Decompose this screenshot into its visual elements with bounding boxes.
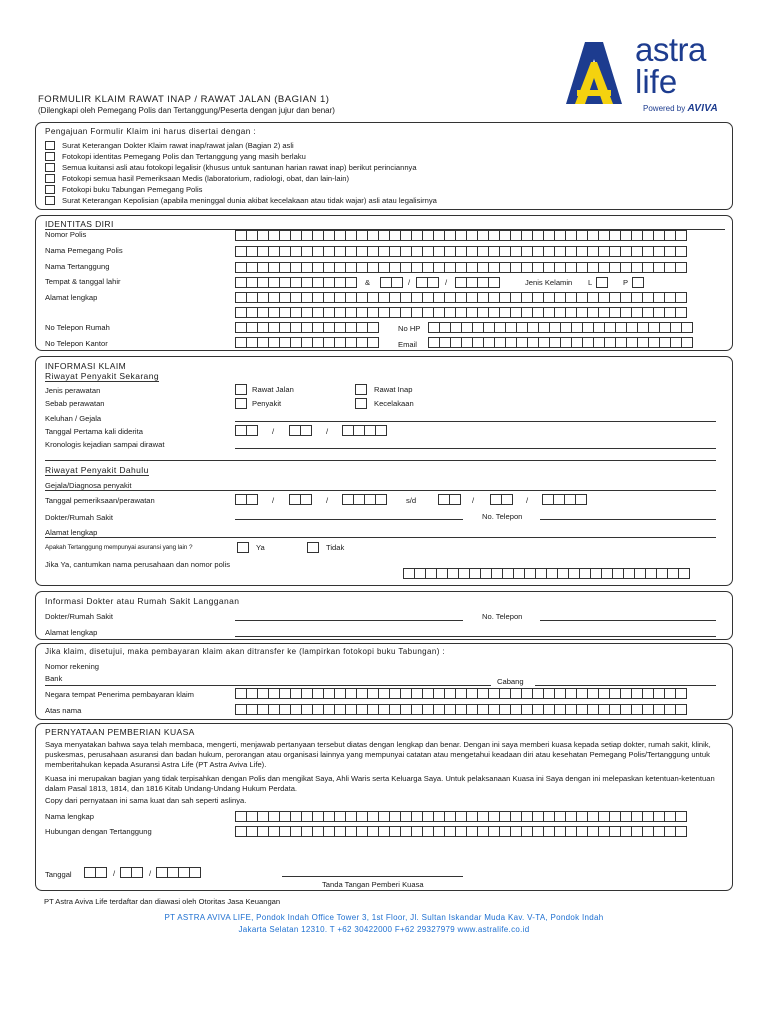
powered-by: Powered by AVIVA xyxy=(643,103,719,114)
first-date-slash-2: / xyxy=(326,427,329,436)
country-input[interactable] xyxy=(235,688,686,699)
input-cell[interactable] xyxy=(675,230,687,241)
input-cell[interactable] xyxy=(235,398,247,409)
input-cell[interactable] xyxy=(189,867,201,878)
input-cell[interactable] xyxy=(427,277,439,288)
relation-label: Hubungan dengan Tertanggung xyxy=(45,827,152,836)
chronology-line-1[interactable] xyxy=(235,448,716,449)
past-doctor-label: Dokter/Rumah Sakit xyxy=(45,513,113,522)
exam-slash-2: / xyxy=(326,496,329,505)
input-cell[interactable] xyxy=(675,826,687,837)
sign-date-day[interactable] xyxy=(84,867,106,878)
requirement-checkbox-1[interactable] xyxy=(45,141,55,150)
symptoms-label: Gejala/Diagnosa penyakit xyxy=(45,481,132,490)
past-address-label: Alamat lengkap xyxy=(45,528,98,537)
identity-title: IDENTITAS DIRI xyxy=(45,219,114,229)
sign-date-slash-1: / xyxy=(113,869,116,878)
first-date-day[interactable] xyxy=(235,425,257,436)
past-history-title: Riwayat Penyakit Dahulu xyxy=(45,465,149,475)
account-name-input[interactable] xyxy=(235,704,686,715)
authorization-title: PERNYATAAN PEMBERIAN KUASA xyxy=(45,727,195,737)
input-cell[interactable] xyxy=(675,704,687,715)
birth-label: Tempat & tanggal lahir xyxy=(45,277,121,286)
birth-day-input[interactable] xyxy=(380,277,402,288)
email-label: Email xyxy=(398,340,417,349)
relation-input[interactable] xyxy=(235,826,686,837)
exam-date-label: Tanggal pemeriksaan/perawatan xyxy=(45,496,155,505)
symptoms-line[interactable] xyxy=(45,490,716,491)
requirement-item-1: Surat Keterangan Dokter Klaim rawat inap/rawat jalan (Bagian 2) asli xyxy=(62,141,294,150)
requirement-checkbox-5[interactable] xyxy=(45,185,55,194)
input-cell[interactable] xyxy=(675,262,687,273)
accident-label: Kecelakaan xyxy=(374,399,414,408)
complaint-label: Keluhan / Gejala xyxy=(45,414,102,423)
input-cell[interactable] xyxy=(681,337,693,348)
home-phone-label: No Telepon Rumah xyxy=(45,323,110,332)
requirement-checkbox-2[interactable] xyxy=(45,152,55,161)
birth-place-input[interactable] xyxy=(235,277,356,288)
requirement-item-4: Fotokopi semua hasil Pemeriksaan Medis (laboratorium, radiologi, obat, dan lain-lain) xyxy=(62,174,350,183)
first-date-year[interactable] xyxy=(342,425,386,436)
policy-holder-input[interactable] xyxy=(235,246,686,257)
input-cell[interactable] xyxy=(501,494,513,505)
exam-until-label: s/d xyxy=(406,496,417,505)
requirements-title: Pengajuan Formulir Klaim ini harus disertai dengan : xyxy=(45,127,257,136)
sign-date-year[interactable] xyxy=(156,867,200,878)
authorization-paragraph-1: Saya menyatakan bahwa saya telah membaca, mengerti, menjawab pertanyaan tersebut diatas dengan lengkap dan benar. Dengan ini saya memberi kuasa kepada setiap dokter, rumah sakit, klinik, puskesmas, perusahaan asuransi dan badan hukum, perorangan atau organisasi lainnya yang mempunyai catatan atau mengetahui keadaan diri atau kesehatan Pemegang Polis/Tertanggung untuk memberitahukan kepada Asuransi Astra Life (PT Astra Aviva Life). xyxy=(45,740,711,769)
requirement-checkbox-4[interactable] xyxy=(45,174,55,183)
signature-label: Tanda Tangan Pemberi Kuasa xyxy=(322,880,424,889)
mobile-input[interactable] xyxy=(428,322,692,333)
office-phone-input[interactable] xyxy=(235,337,378,348)
input-cell[interactable] xyxy=(675,688,687,699)
care-type-label: Jenis perawatan xyxy=(45,386,101,395)
input-cell[interactable] xyxy=(488,277,500,288)
input-cell[interactable] xyxy=(355,384,367,395)
exam-from-day[interactable] xyxy=(235,494,257,505)
inpatient-checkbox[interactable] xyxy=(355,384,366,395)
input-cell[interactable] xyxy=(235,384,247,395)
input-cell[interactable] xyxy=(391,277,403,288)
address-input-2[interactable] xyxy=(235,307,686,318)
input-cell[interactable] xyxy=(300,425,312,436)
birth-amp: & xyxy=(365,278,371,287)
astra-logo-mark-icon xyxy=(563,38,625,106)
input-cell[interactable] xyxy=(246,425,258,436)
mobile-label: No HP xyxy=(398,324,421,333)
input-cell[interactable] xyxy=(367,322,379,333)
sign-date-label: Tanggal xyxy=(45,870,72,879)
insured-name-label: Nama Tertanggung xyxy=(45,262,110,271)
address-input-1[interactable] xyxy=(235,292,686,303)
outpatient-label: Rawat Jalan xyxy=(252,385,294,394)
other-insurance-input[interactable] xyxy=(403,568,689,579)
gender-label: Jenis Kelamin xyxy=(525,278,573,287)
branch-label: Cabang xyxy=(497,677,524,686)
input-cell[interactable] xyxy=(375,425,387,436)
birth-year-input[interactable] xyxy=(455,277,499,288)
logo-astra-text: astra xyxy=(635,31,706,68)
input-cell[interactable] xyxy=(632,277,644,288)
exam-slash-1: / xyxy=(272,496,275,505)
if-yes-label: Jika Ya, cantumkan nama perusahaan dan nomor polis xyxy=(45,560,231,569)
past-phone-label: No. Telepon xyxy=(482,512,523,521)
other-insurance-label: Apakah Tertanggung mempunyai asuransi yang lain ? xyxy=(45,544,193,551)
home-phone-input[interactable] xyxy=(235,322,378,333)
requirement-checkbox-3[interactable] xyxy=(45,163,55,172)
accident-checkbox[interactable] xyxy=(355,398,366,409)
regular-doctor-label: Dokter/Rumah Sakit xyxy=(45,612,113,621)
requirement-item-2: Fotokopi identitas Pemegang Polis dan Tertanggung yang masih berlaku xyxy=(62,152,306,161)
input-cell[interactable] xyxy=(681,322,693,333)
input-cell[interactable] xyxy=(237,542,249,553)
policy-number-input[interactable] xyxy=(235,230,686,241)
complaint-line[interactable] xyxy=(235,421,716,422)
regular-doctor-line[interactable] xyxy=(235,620,463,621)
birth-month-input[interactable] xyxy=(416,277,438,288)
bank-line[interactable] xyxy=(45,685,491,686)
birth-slash-1: / xyxy=(408,278,411,287)
past-address-line[interactable] xyxy=(45,537,716,538)
aviva-text: AVIVA xyxy=(687,103,719,114)
country-label: Negara tempat Penerima pembayaran klaim xyxy=(45,690,194,699)
first-date-label: Tanggal Pertama kali diderita xyxy=(45,427,143,436)
input-cell[interactable] xyxy=(449,494,461,505)
email-input[interactable] xyxy=(428,337,692,348)
past-phone-line[interactable] xyxy=(540,519,716,520)
exam-slash-4: / xyxy=(526,496,529,505)
exam-from-year[interactable] xyxy=(342,494,386,505)
input-cell[interactable] xyxy=(307,542,319,553)
gender-l-label: L xyxy=(588,278,593,287)
company-address-2: Jakarta Selatan 12310. T +62 30422000 F+62 29327979 www.astralife.co.id xyxy=(238,925,530,934)
exam-to-month[interactable] xyxy=(490,494,512,505)
input-cell[interactable] xyxy=(596,277,608,288)
input-cell[interactable] xyxy=(246,494,258,505)
regular-phone-label: No. Telepon xyxy=(482,612,523,621)
regular-address-label: Alamat lengkap xyxy=(45,628,98,637)
first-date-slash-1: / xyxy=(272,427,275,436)
form-subtitle: (Dilengkapi oleh Pemegang Polis dan Tertanggung/Peserta dengan jujur dan benar) xyxy=(38,106,335,115)
input-cell[interactable] xyxy=(675,246,687,257)
other-insurance-no[interactable] xyxy=(307,542,318,553)
input-cell[interactable] xyxy=(300,494,312,505)
past-doctor-line[interactable] xyxy=(235,519,463,520)
exam-from-month[interactable] xyxy=(289,494,311,505)
signature-line[interactable] xyxy=(282,876,463,877)
input-cell[interactable] xyxy=(367,337,379,348)
requirement-checkbox-6[interactable] xyxy=(45,196,55,205)
regulation-note: PT Astra Aviva Life terdaftar dan diawasi oleh Otoritas Jasa Keuangan xyxy=(44,897,281,906)
account-number-label: Nomor rekening xyxy=(45,662,100,671)
input-cell[interactable] xyxy=(355,398,367,409)
gender-p-label: P xyxy=(623,278,629,287)
regular-phone-line[interactable] xyxy=(540,620,716,621)
yes-label: Ya xyxy=(256,543,265,552)
company-address-1: PT ASTRA AVIVA LIFE, Pondok Indah Office Tower 3, 1st Floor, Jl. Sultan Iskandar Muda Kav. V-TA, Pondok Indah xyxy=(164,913,604,922)
other-insurance-yes[interactable] xyxy=(237,542,248,553)
bank-label: Bank xyxy=(45,674,63,683)
authorizer-name-input[interactable] xyxy=(235,811,686,822)
no-label: Tidak xyxy=(326,543,345,552)
office-phone-label: No Telepon Kantor xyxy=(45,339,108,348)
exam-to-year[interactable] xyxy=(542,494,586,505)
chronology-line-2[interactable] xyxy=(45,460,716,461)
exam-to-day[interactable] xyxy=(438,494,460,505)
input-cell[interactable] xyxy=(675,307,687,318)
input-cell[interactable] xyxy=(131,867,143,878)
payment-title: Jika klaim, disetujui, maka pembayaran klaim akan ditransfer ke (lampirkan fotokopi buku Tabungan) : xyxy=(45,647,446,656)
policy-holder-label: Nama Pemegang Polis xyxy=(45,246,123,255)
regular-address-line[interactable] xyxy=(235,636,716,637)
sign-date-slash-2: / xyxy=(149,869,152,878)
logo-life-text: life xyxy=(635,63,678,100)
input-cell[interactable] xyxy=(575,494,587,505)
input-cell[interactable] xyxy=(95,867,107,878)
care-cause-label: Sebab perawatan xyxy=(45,399,105,408)
requirement-item-5: Fotokopi buku Tabungan Pemegang Polis xyxy=(62,185,203,194)
birth-slash-2: / xyxy=(445,278,448,287)
current-history-title: Riwayat Penyakit Sekarang xyxy=(45,371,159,381)
requirement-item-3: Semua kuitansi asli atau fotokopi legalisir (khusus untuk santunan harian rawat inap) berikut perinciannya xyxy=(62,163,417,172)
gender-p-checkbox[interactable] xyxy=(632,277,643,288)
inpatient-label: Rawat Inap xyxy=(374,385,413,394)
chronology-label: Kronologis kejadian sampai dirawat xyxy=(45,440,165,449)
first-date-month[interactable] xyxy=(289,425,311,436)
form-title: FORMULIR KLAIM RAWAT INAP / RAWAT JALAN (BAGIAN 1) xyxy=(38,94,330,105)
claim-title: INFORMASI KLAIM xyxy=(45,361,127,371)
input-cell[interactable] xyxy=(675,292,687,303)
input-cell[interactable] xyxy=(678,568,690,579)
authorization-paragraph-2: Kuasa ini merupakan bagian yang tidak terpisahkan dengan Polis dan mengikat Saya, Ahli Waris serta Keluarga Saya. Untuk pelaksanaan Kuasa ini Saya dengan ini melepaskan ketentuan-ketentuan dalam Pasal 1813, 1814, dan 1816 Kitab Undang-Undang Hukum Perdata. xyxy=(45,774,715,793)
sign-date-month[interactable] xyxy=(120,867,142,878)
address-label: Alamat lengkap xyxy=(45,293,98,302)
illness-label: Penyakit xyxy=(252,399,282,408)
authorizer-name-label: Nama lengkap xyxy=(45,812,94,821)
gender-l-checkbox[interactable] xyxy=(596,277,607,288)
account-name-label: Atas nama xyxy=(45,706,82,715)
branch-line[interactable] xyxy=(535,685,716,686)
input-cell[interactable] xyxy=(345,277,357,288)
illness-checkbox[interactable] xyxy=(235,398,246,409)
input-cell[interactable] xyxy=(375,494,387,505)
exam-slash-3: / xyxy=(472,496,475,505)
astra-life-logo xyxy=(563,31,733,118)
policy-number-label: Nomor Polis xyxy=(45,230,87,239)
outpatient-checkbox[interactable] xyxy=(235,384,246,395)
requirement-item-6: Surat Keterangan Kepolisian (apabila meninggal dunia akibat kecelakaan atau tidak wajar) asli atau legalisirnya xyxy=(62,196,437,205)
doctor-info-title: Informasi Dokter atau Rumah Sakit Langganan xyxy=(45,596,240,606)
input-cell[interactable] xyxy=(675,811,687,822)
insured-name-input[interactable] xyxy=(235,262,686,273)
authorization-paragraph-3: Copy dari pernyataan ini sama kuat dan sah seperti aslinya. xyxy=(45,796,247,805)
